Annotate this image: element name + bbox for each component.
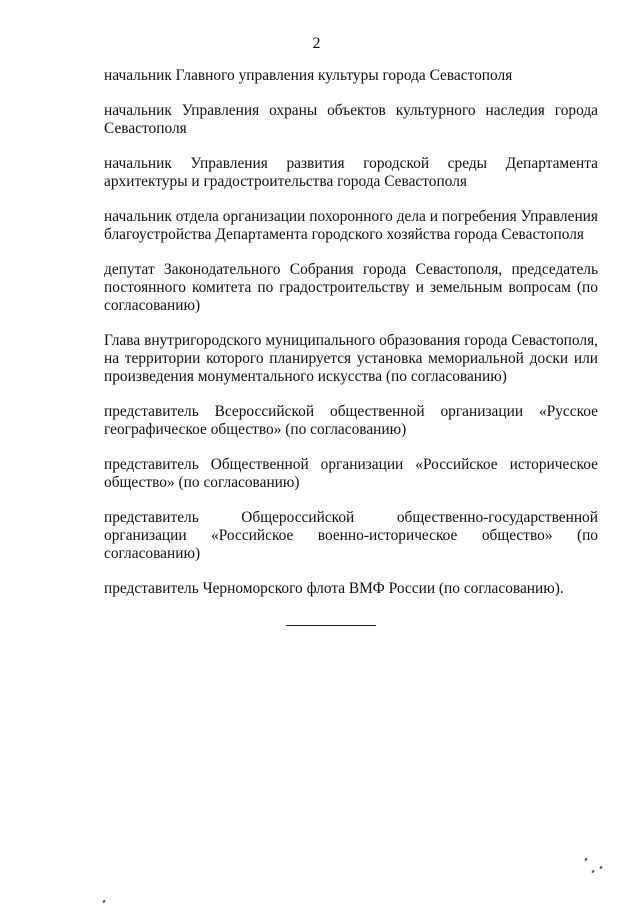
scan-artifact [591,870,594,874]
scan-artifact [102,900,105,904]
list-item: Глава внутригородского муниципального образования города Севастополя, на территории которого планируется установка мемориальной доски или произведения монументального искусства (по согласованию) [104,332,598,385]
list-item: начальник отдела организации похоронного дела и погребения Управления благоустройства Департамента городского хозяйства города Севастополя [104,208,598,243]
list-item: представитель Общероссийской общественно-государственной организации «Российское военно-историческое общество» (по согласованию) [104,509,598,562]
list-item: депутат Законодательного Собрания города Севастополя, председатель постоянного комитета по градостроительству и земельным вопросам (по согласованию) [104,261,598,314]
list-item: представитель Черноморского флота ВМФ России (по согласованию). [104,580,564,597]
list-item: представитель Общественной организации «Российское историческое общество» (по согласованию) [104,456,598,491]
list-item: начальник Управления развития городской среды Департамента архитектуры и градостроительства города Севастополя [104,155,598,190]
list-item: представитель Всероссийской общественной организации «Русское географическое общество» (по согласованию) [104,403,598,438]
scan-artifact [584,858,587,862]
end-divider [286,625,376,626]
list-item: начальник Управления охраны объектов культурного наследия города Севастополя [104,102,598,137]
page-number: 2 [312,35,321,52]
scan-artifact [599,866,602,870]
list-item: начальник Главного управления культуры города Севастополя [104,67,513,84]
member-list [104,67,598,615]
